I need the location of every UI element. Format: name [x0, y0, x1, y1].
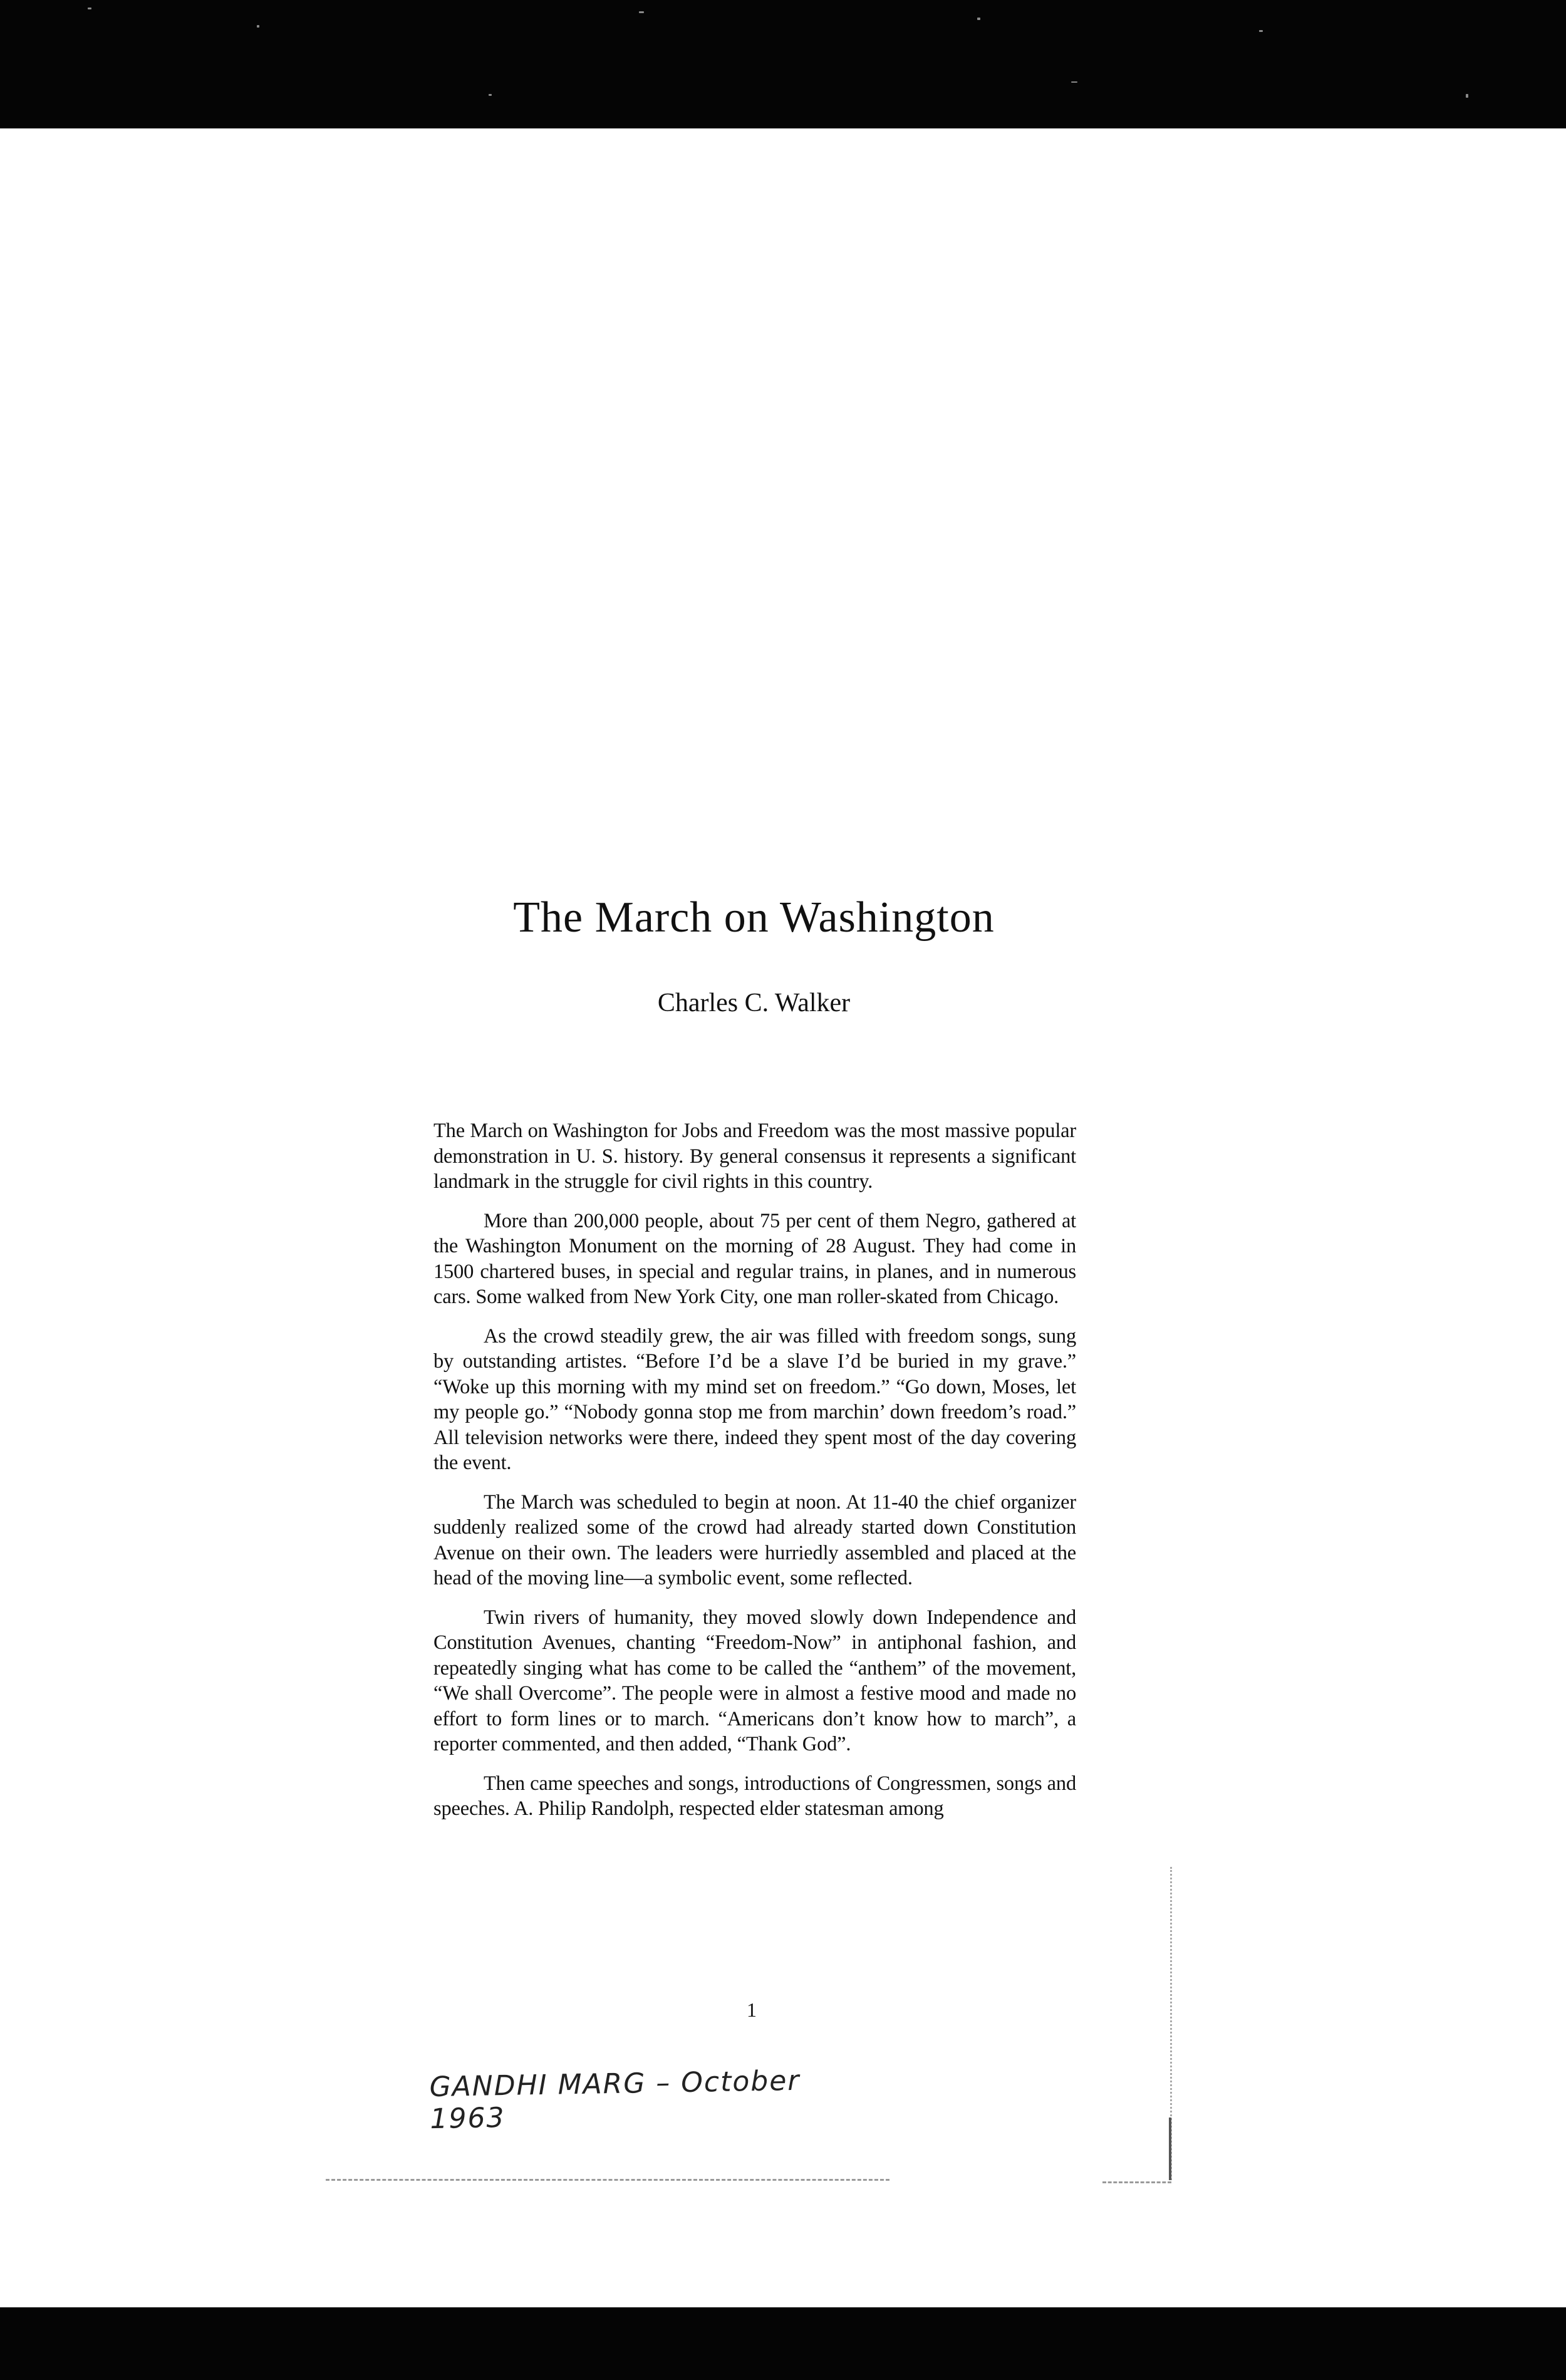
scan-speck — [977, 18, 980, 20]
scanner-bottom-border — [0, 2307, 1566, 2380]
scan-artifact-line — [326, 2179, 889, 2181]
paragraph: Twin rivers of humanity, they moved slowly down Independence and Constitution Avenues, chanting “Freedom-Now” in antiphonal fashion, and repeatedly singing what has come to be called the “anthem” of the movement, “We shall Overcome”. The people were in almost a festive mood and made no effort to form lines or to march. “Americans don’t know how to march”, a reporter commented, and then added, “Thank God”. — [433, 1606, 1076, 1755]
paragraph: The March on Washington for Jobs and Freedom was the most massive popular demonstration in U. S. history. By general consensus it represents a significant landmark in the struggle for civil rights in this country. — [433, 1120, 1076, 1193]
paragraph: As the crowd steadily grew, the air was filled with freedom songs, sung by outstanding artistes. “Before I’d be a slave I’d be buried in my grave.” “Woke up this morning with my mind set on freedom.” “Go down, Moses, let my people go.” “Nobody gonna stop me from marchin’ down freedom’s road.” All television networks were there, indeed they spent most of the day covering the event. — [433, 1324, 1076, 1474]
paragraph: More than 200,000 people, about 75 per cent of them Negro, gathered at the Washington Monument on the morning of 28 August. They had come in 1500 chartered buses, in special and regular trains, in planes, and in numerous cars. Some walked from New York City, one man roller-skated from Chicago. — [433, 1209, 1076, 1308]
scan-speck — [489, 94, 492, 96]
scan-artifact-line — [1102, 2181, 1171, 2183]
paragraph: The March was scheduled to begin at noon. At 11-40 the chief organizer suddenly realized some of the crowd had already started down Constitution Avenue on their own. The leaders were hurriedly assembled and placed at the head of the moving line—a symbolic event, some reflected. — [433, 1490, 1076, 1589]
article-title: The March on Washington — [513, 893, 995, 942]
scan-artifact-bar — [1169, 2118, 1171, 2180]
article-body — [433, 1118, 1076, 1836]
paragraph: Then came speeches and songs, introductions of Congressmen, songs and speeches. A. Philip Randolph, respected elder statesman among — [433, 1772, 1076, 1820]
handwritten-note: GANDHI MARG – October 1963 — [429, 2064, 801, 2136]
scan-speck — [1259, 30, 1263, 32]
page-number: 1 — [747, 1998, 757, 2021]
article-author: Charles C. Walker — [657, 989, 851, 1017]
scan-speck — [1466, 94, 1468, 98]
scan-speck — [257, 25, 259, 28]
scan-speck — [639, 11, 644, 13]
scanner-top-border — [0, 0, 1566, 128]
scan-speck — [88, 8, 91, 9]
scan-speck — [1071, 81, 1077, 83]
